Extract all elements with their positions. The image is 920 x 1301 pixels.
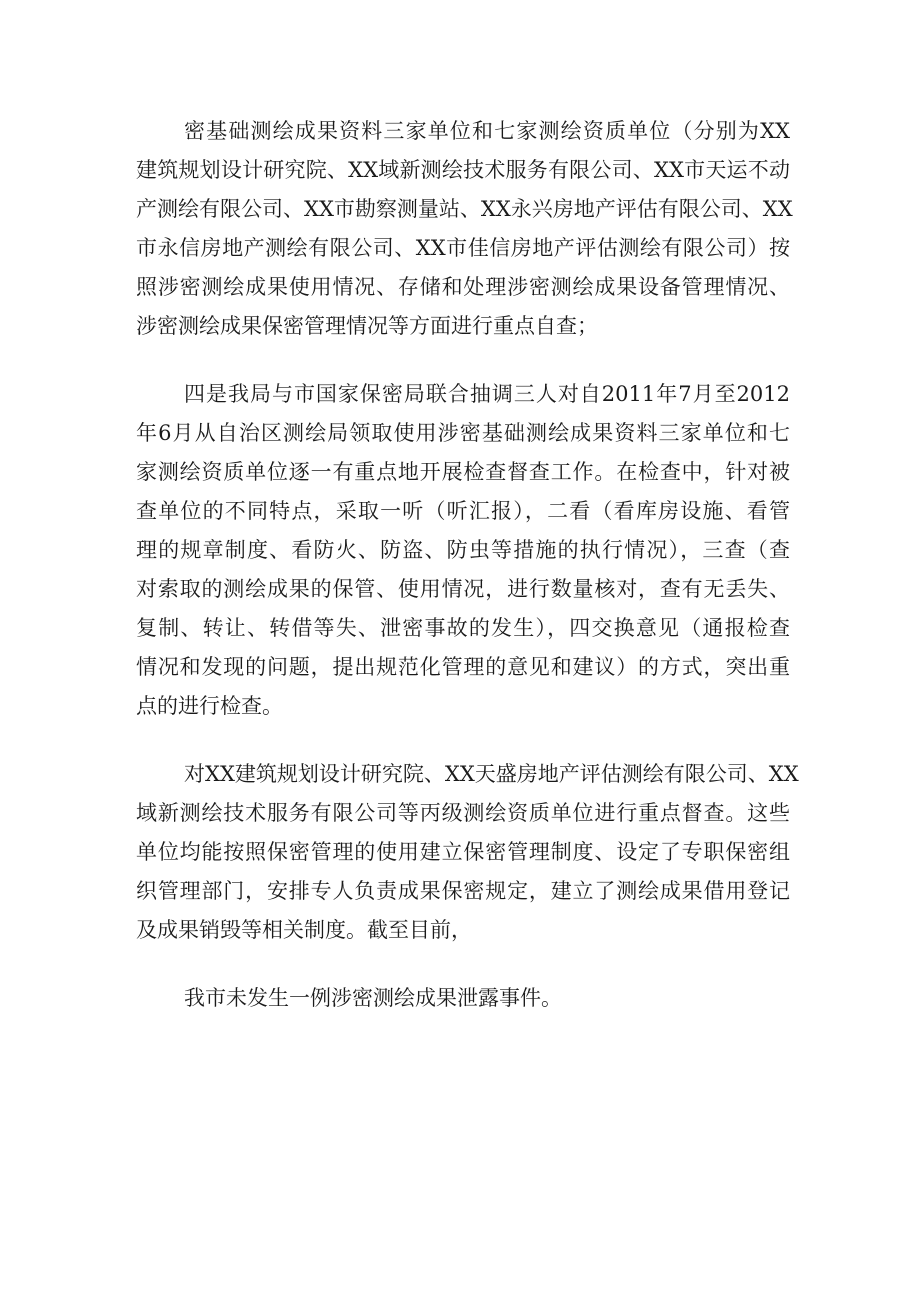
paragraph-line: 建筑规划设计研究院、XX域新测绘技术服务有限公司、XX市天运不动 [136, 158, 790, 182]
paragraph-line: 对索取的测绘成果的保管、使用情况，进行数量核对，查有无丢失、 [136, 577, 790, 601]
paragraph-line: 对XX建筑规划设计研究院、XX天盛房地产评估测绘有限公司、XX [184, 762, 799, 786]
document-body [136, 112, 799, 1047]
paragraph-line: 年6月从自治区测绘局领取使用涉密基础测绘成果资料三家单位和七 [136, 421, 790, 445]
paragraph-line: 织管理部门，安排专人负责成果保密规定，建立了测绘成果借用登记 [136, 879, 790, 903]
paragraph-line: 涉密测绘成果保密管理情况等方面进行重点自查； [136, 314, 598, 338]
paragraph-4 [136, 979, 790, 1018]
paragraph-line: 理的规章制度、看防火、防盗、防虫等措施的执行情况），三查（查 [136, 538, 790, 562]
paragraph-line: 我市未发生一例涉密测绘成果泄露事件。 [184, 986, 562, 1010]
paragraph-line: 产测绘有限公司、XX市勘察测量站、XX永兴房地产评估有限公司、XX [136, 197, 793, 221]
paragraph-line: 家测绘资质单位逐一有重点地开展检查督查工作。在检查中，针对被 [136, 460, 790, 484]
paragraph-line: 市永信房地产测绘有限公司、XX市佳信房地产评估测绘有限公司）按 [136, 236, 790, 260]
paragraph-1 [136, 112, 793, 346]
paragraph-line: 查单位的不同特点，采取一听（听汇报），二看（看库房设施、看管 [136, 499, 790, 523]
paragraph-line: 及成果销毁等相关制度。截至目前， [136, 918, 472, 942]
paragraph-line: 照涉密测绘成果使用情况、存储和处理涉密测绘成果设备管理情况、 [136, 275, 790, 299]
paragraph-line: 域新测绘技术服务有限公司等丙级测绘资质单位进行重点督查。这些 [136, 801, 790, 825]
paragraph-2 [136, 375, 790, 726]
paragraph-3 [136, 755, 799, 950]
paragraph-line: 单位均能按照保密管理的使用建立保密管理制度、设定了专职保密组 [136, 840, 790, 864]
paragraph-line: 情况和发现的问题，提出规范化管理的意见和建议）的方式，突出重 [136, 655, 790, 679]
paragraph-line: 复制、转让、转借等失、泄密事故的发生），四交换意见（通报检查 [136, 616, 790, 640]
paragraph-line: 四是我局与市国家保密局联合抽调三人对自2011年7月至2012 [184, 382, 790, 406]
paragraph-line: 密基础测绘成果资料三家单位和七家测绘资质单位（分别为XX [184, 119, 790, 143]
paragraph-line: 点的进行检查。 [136, 694, 283, 718]
